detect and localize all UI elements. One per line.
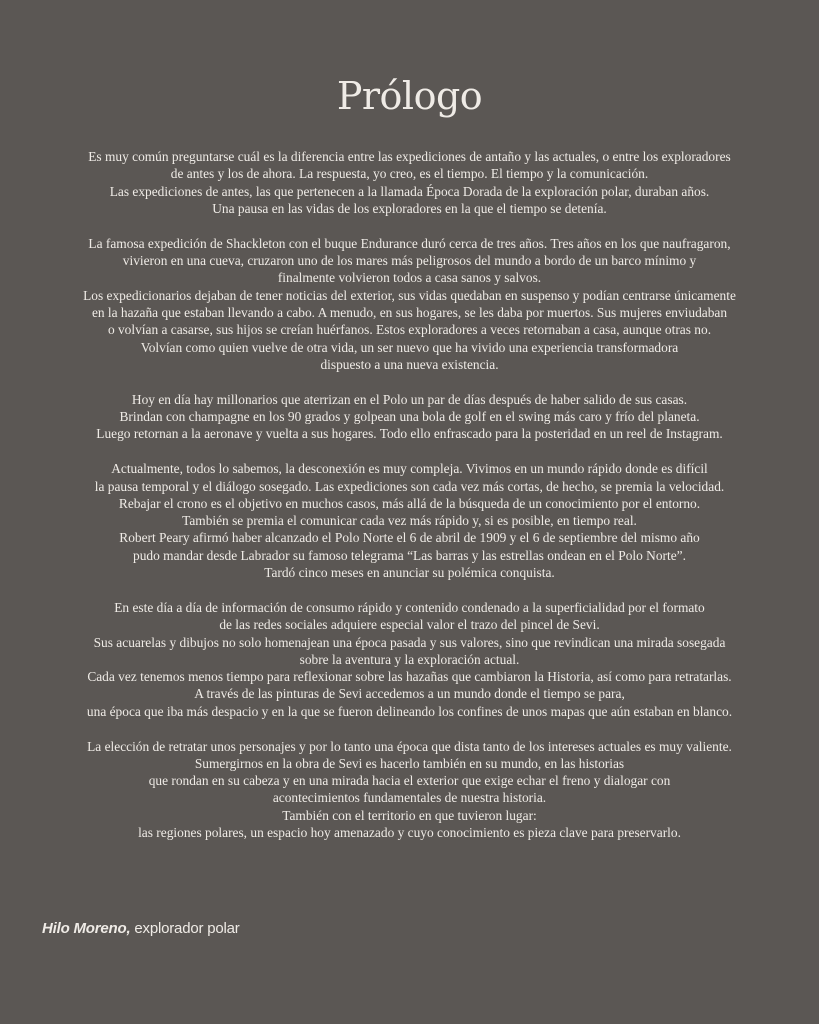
text-line: También con el territorio en que tuvieron lugar: [282, 807, 537, 823]
text-line: sobre la aventura y la exploración actual. [299, 651, 520, 667]
text-line: las regiones polares, un espacio hoy amenazado y cuyo conocimiento es pieza clave para preservarlo. [138, 825, 681, 841]
paragraph-5 [40, 599, 779, 720]
text-line: La elección de retratar unos personajes y por lo tanto una época que dista tanto de los intereses actuales es muy valiente. [87, 738, 732, 754]
text-line: A través de las pinturas de Sevi accedemos a un mundo donde el tiempo se para, [194, 686, 625, 702]
paragraph-3 [40, 391, 779, 443]
text-line: una época que iba más despacio y en la que se fueron delineando los confines de unos mapas que aún estaban en blanco. [86, 703, 733, 719]
text-line: vivieron en una cueva, cruzaron uno de los mares más peligrosos del mundo a bordo de un barco mínimo y [122, 253, 697, 269]
text-line: acontecimientos fundamentales de nuestra historia. [272, 790, 547, 806]
text-line: Tardó cinco meses en anunciar su polémica conquista. [264, 565, 555, 581]
text-line: Las expediciones de antes, las que pertenecen a la llamada Época Dorada de la exploración polar, duraban años. [109, 183, 710, 199]
text-line: dispuesto a una nueva existencia. [320, 356, 499, 372]
text-line: Volvían como quien vuelve de otra vida, un ser nuevo que ha vivido una experiencia transformadora [140, 339, 679, 355]
text-line: La famosa expedición de Shackleton con el buque Endurance duró cerca de tres años. Tres años en los que naufragaron, [88, 235, 731, 251]
text-line: pudo mandar desde Labrador su famoso telegrama “Las barras y las estrellas ondean en el Polo Norte”. [133, 547, 686, 563]
text-line: Sumergirnos en la obra de Sevi es hacerlo también en su mundo, en las historias [194, 755, 625, 771]
page-title: Prólogo [336, 74, 483, 118]
text-line: Luego retornan a la aeronave y vuelta a sus hogares. Todo ello enfrascado para la posteridad en un reel de Instagram. [96, 426, 723, 442]
text-line: También se premia el comunicar cada vez más rápido y, si es posible, en tiempo real. [182, 513, 637, 529]
prologue-body [40, 148, 779, 859]
text-line: Cada vez tenemos menos tiempo para reflexionar sobre las hazañas que cambiaron la Historia, así como para retratarlas. [87, 669, 732, 685]
text-line: Brindan con champagne en los 90 grados y golpean una bola de golf en el swing más caro y frío del planeta. [119, 409, 700, 425]
author-signature [42, 920, 240, 937]
text-line: Es muy común preguntarse cuál es la diferencia entre las expediciones de antaño y las actuales, o entre los exploradores [88, 149, 731, 164]
author-name: Hilo Moreno, [42, 920, 131, 937]
text-line: Robert Peary afirmó haber alcanzado el Polo Norte el 6 de abril de 1909 y el 6 de septiembre del mismo año [119, 530, 700, 546]
text-line: que rondan en su cabeza y en una mirada hacia el exterior que exige echar el freno y dialogar con [148, 773, 671, 789]
text-line: Sus acuarelas y dibujos no solo homenajean una época pasada y sus valores, sino que revindican una mirada sosegada [93, 634, 726, 650]
text-line: Rebajar el crono es el objetivo en muchos casos, más allá de la búsqueda de un conocimiento por el entorno. [118, 495, 701, 511]
text-line: Una pausa en las vidas de los exploradores en la que el tiempo se detenía. [212, 200, 607, 216]
text-line: la pausa temporal y el diálogo sosegado. Las expediciones son cada vez más cortas, de hecho, se premia la velocidad. [94, 478, 725, 494]
text-line: Hoy en día hay millonarios que aterrizan en el Polo un par de días después de haber salido de sus casas. [131, 391, 688, 407]
text-line: en la hazaña que estaban llevando a cabo. A menudo, en sus hogares, se les daba por muertos. Sus mujeres enviudaban [91, 304, 728, 320]
author-role: explorador polar [130, 920, 240, 937]
paragraph-2 [40, 235, 779, 373]
text-line: En este día a día de información de consumo rápido y contenido condenado a la superficialidad por el formato [114, 599, 705, 615]
text-line: o volvían a casarse, sus hijos se creían huérfanos. Estos exploradores a veces retornaban a casa, aunque otras no. [107, 322, 712, 338]
text-line: de antes y los de ahora. La respuesta, yo creo, es el tiempo. El tiempo y la comunicación. [170, 166, 649, 182]
paragraph-6 [40, 738, 779, 842]
paragraph-1 [40, 148, 779, 217]
text-line: Actualmente, todos lo sabemos, la desconexión es muy compleja. Vivimos en un mundo rápido donde es difícil [111, 461, 708, 477]
text-line: de las redes sociales adquiere especial valor el trazo del pincel de Sevi. [219, 617, 600, 633]
paragraph-4 [40, 460, 779, 581]
text-line: Los expedicionarios dejaban de tener noticias del exterior, sus vidas quedaban en suspenso y podían centrarse únicamente [83, 287, 736, 303]
text-line: finalmente volvieron todos a casa sanos y salvos. [277, 270, 542, 286]
